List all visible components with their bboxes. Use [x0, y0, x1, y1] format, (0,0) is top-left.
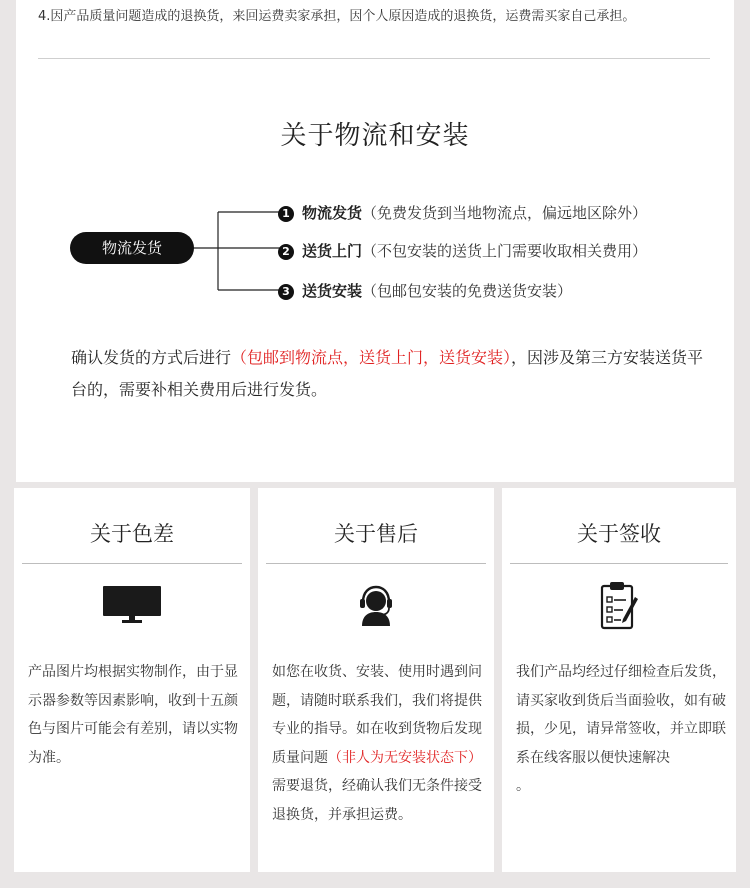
- card-title: 关于售后: [334, 522, 418, 546]
- after-sales-card: [258, 488, 494, 872]
- number-badge-1: 1: [278, 206, 294, 222]
- return-policy-note: 4.因产品质量问题造成的退换货，来回运费卖家承担，因个人原因造成的退换货，运费需买家自己承担。: [38, 9, 636, 24]
- monitor-icon: [102, 585, 162, 627]
- card-title: 关于色差: [90, 522, 174, 546]
- sign-off-card: [502, 488, 736, 872]
- card-divider: [266, 563, 486, 564]
- card-body-tail: 。: [516, 778, 530, 794]
- shipping-method-pill: 物流发货: [70, 232, 194, 264]
- option-title: 送货安装: [302, 282, 363, 300]
- option-desc: （包邮包安装的免费送货安装）: [362, 282, 573, 300]
- card-body: 产品图片均根据实物制作，由于显示器参数等因素影响，收到十五颜色与图片可能会有差别，请以实物为准。: [28, 664, 238, 766]
- card-title: 关于签收: [577, 522, 661, 546]
- clipboard-icon: [599, 581, 639, 631]
- option-delivery-install: [278, 280, 572, 301]
- option-logistics-delivery: [278, 202, 647, 223]
- option-desc: （不包安装的送货上门需要收取相关费用）: [362, 242, 648, 260]
- logistics-section-title: 关于物流和安装: [280, 121, 470, 151]
- confirm-text-lead: 确认发货的方式后进行: [71, 348, 232, 367]
- confirm-text-tail: ，因涉及第三方安装送货平台的，需要补相关费用后进行发货。: [71, 348, 704, 399]
- card-body-tail: 需要退货，经确认我们无条件接受退换货，并承担运费。: [272, 778, 482, 823]
- card-body-highlight: （非人为无安装状态下）: [328, 749, 482, 766]
- option-door-delivery: [278, 240, 647, 261]
- card-body-lead: 如您在收货、安装、使用时遇到问题，请随时联系我们，我们将提供专业的指导。如在收到货物后发现质量问题: [272, 664, 482, 766]
- color-difference-card: [14, 488, 250, 872]
- number-badge-3: 3: [278, 284, 294, 300]
- option-title: 物流发货: [302, 204, 363, 222]
- logistics-panel: [16, 0, 734, 482]
- card-body: [516, 658, 726, 801]
- number-badge-2: 2: [278, 244, 294, 260]
- shipping-confirm-text: [71, 342, 711, 406]
- card-divider: [22, 563, 242, 564]
- card-divider: [510, 563, 728, 564]
- option-title: 送货上门: [302, 242, 363, 260]
- card-body-text: 我们产品均经过仔细检查后发货，请买家收到货后当面验收，如有破损，少见，请异常签收，并立即联系在线客服以便快速解决: [516, 664, 726, 766]
- card-body: [272, 658, 484, 829]
- option-desc: （免费发货到当地物流点，偏远地区除外）: [362, 204, 648, 222]
- confirm-text-highlight: （包邮到物流点，送货上门，送货安装）: [231, 348, 512, 367]
- headset-icon: [354, 584, 398, 628]
